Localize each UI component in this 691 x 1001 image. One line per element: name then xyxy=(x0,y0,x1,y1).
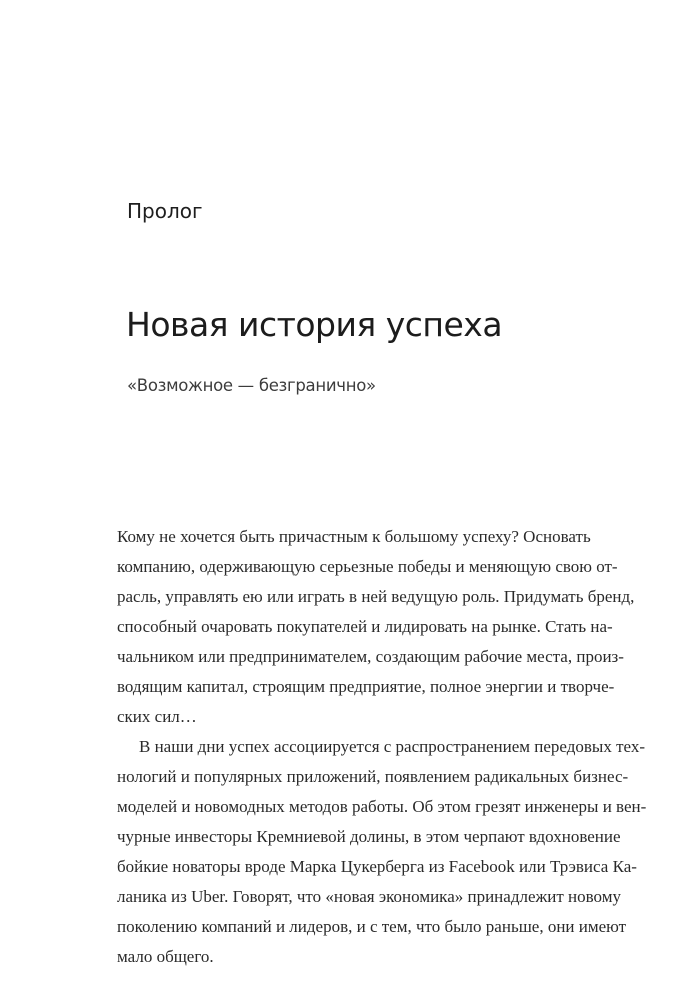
text-line: ских сил… xyxy=(117,707,197,726)
text-line: ланика из Uber. Говорят, что «новая экономика» принадлежит новому xyxy=(117,887,621,906)
text-line: поколению компаний и лидеров, и с тем, что было раньше, они имеют xyxy=(117,917,627,936)
chapter-epigraph: «Возможное — безгранично» xyxy=(127,376,376,395)
text-line: водящим капитал, строящим предприятие, полное энергии и творче- xyxy=(117,677,615,696)
paragraph-1 xyxy=(117,522,635,732)
text-line: моделей и новомодных методов работы. Об этом грезят инженеры и вен- xyxy=(117,797,647,816)
chapter-label: Пролог xyxy=(127,199,203,223)
text-line: расль, управлять ею или играть в ней ведущую роль. Придумать бренд, xyxy=(117,587,635,606)
text-line: чурные инвесторы Кремниевой долины, в этом черпают вдохновение xyxy=(117,827,621,846)
text-line: В наши дни успех ассоциируется с распространением передовых тех- xyxy=(139,737,646,756)
chapter-title: Новая история успеха xyxy=(126,305,503,344)
text-line: нологий и популярных приложений, появлением радикальных бизнес- xyxy=(117,767,629,786)
body-text xyxy=(117,522,647,972)
text-line: Кому не хочется быть причастным к большому успеху? Основать xyxy=(117,527,591,546)
paragraph-2 xyxy=(117,732,647,972)
text-line: способный очаровать покупателей и лидировать на рынке. Стать на- xyxy=(117,617,613,636)
text-line: компанию, одерживающую серьезные победы и меняющую свою от- xyxy=(117,557,618,576)
text-line: бойкие новаторы вроде Марка Цукерберга из Facebook или Трэвиса Ка- xyxy=(117,857,637,876)
text-line: чальником или предпринимателем, создающим рабочие места, произ- xyxy=(117,647,624,666)
text-line: мало общего. xyxy=(117,947,214,966)
